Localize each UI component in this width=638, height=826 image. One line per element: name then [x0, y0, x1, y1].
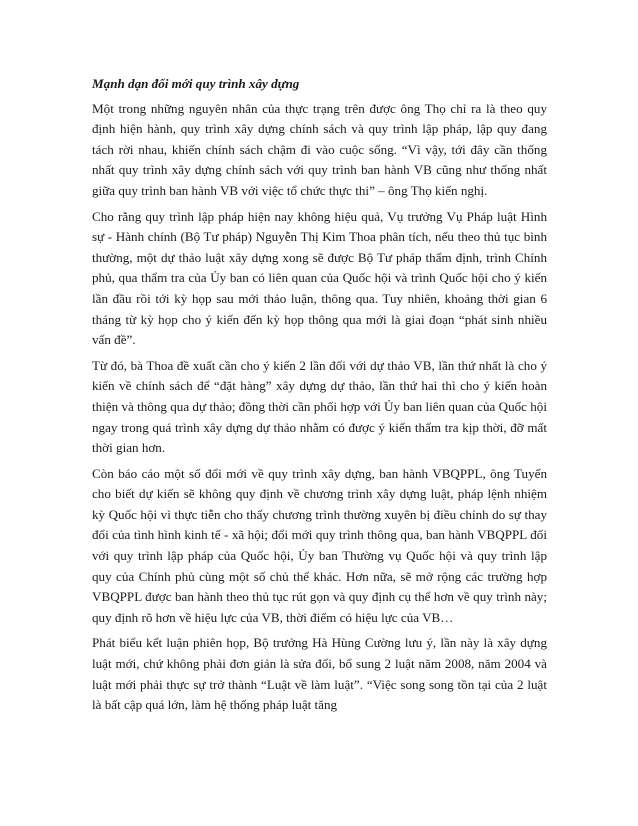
paragraph-1: Một trong những nguyên nhân của thực trạng trên được ông Thọ chỉ ra là theo quy định hiện hành, quy trình xây dựng chính sách và quy trình lập pháp, lập quy đang tách rời nhau, khiến chính sách chậm đi vào cuộc sống. “Vì vậy, tới đây cần thống nhất quy trình xây dựng chính sách với quy trình ban hành VB cũng như thống nhất giữa quy trình ban hành VB với việc tổ chức thực thi” – ông Thọ kiến nghị. [92, 100, 547, 198]
paragraph-5: Phát biểu kết luận phiên họp, Bộ trưởng Hà Hùng Cường lưu ý, lần này là xây dựng luật mới, chứ không phải đơn giản là sửa đổi, bổ sung 2 luật năm 2008, năm 2004 và luật mới phải thực sự trở thành “Luật về làm luật”. “Việc song song tồn tại của 2 luật là bất cập quá lớn, làm hệ thống pháp luật tăng [92, 635, 547, 713]
section-heading: Mạnh dạn đổi mới quy trình xây dựng [92, 76, 300, 91]
paragraph-2: Cho rằng quy trình lập pháp hiện nay không hiệu quả, Vụ trưởng Vụ Pháp luật Hình sự - Hành chính (Bộ Tư pháp) Nguyễn Thị Kim Thoa phân tích, nếu theo thủ tục bình thường, một dự thảo luật xây dựng xong sẽ được Bộ Tư pháp thẩm định, trình Chính phủ, qua thẩm tra của Ủy ban có liên quan của Quốc hội và trình Quốc hội cho ý kiến lần đầu rồi tới kỳ họp sau mới thảo luận, thông qua. Tuy nhiên, khoảng thời gian 6 tháng từ kỳ họp cho ý kiến đến kỳ họp thông qua mới là giai đoạn “phát sinh nhiều vấn đề”. [92, 208, 547, 348]
paragraph-3: Từ đó, bà Thoa đề xuất cần cho ý kiến 2 lần đối với dự thảo VB, lần thứ nhất là cho ý kiến về chính sách để “đặt hàng” xây dựng dự thảo, lần thứ hai thì cho ý kiến hoàn thiện và thông qua dự thảo; đồng thời cần phối hợp với Ủy ban liên quan của Quốc hội ngay trong quá trình xây dựng dự thảo nhằm có được ý kiến thẩm tra kịp thời, đỡ mất thời gian hơn. [92, 357, 547, 456]
paragraph-4: Còn báo cáo một số đổi mới về quy trình xây dựng, ban hành VBQPPL, ông Tuyến cho biết dự kiến sẽ không quy định về chương trình xây dựng luật, pháp lệnh nhiệm kỳ Quốc hội vì thực tiễn cho thấy chương trình thường xuyên bị điều chỉnh do sự thay đổi của tình hình kinh tế - xã hội; đổi mới quy trình thông qua, ban hành VBQPPL đối với quy trình lập pháp của Quốc hội, Ủy ban Thường vụ Quốc hội và quy trình lập quy của Chính phủ cùng một số chủ thể khác. Hơn nữa, sẽ mở rộng các trường hợp VBQPPL được ban hành theo thủ tục rút gọn và quy định cụ thể hơn về quy trình này; quy định rõ hơn về hiệu lực của VB, thời điểm có hiệu lực của VB… [92, 465, 547, 625]
